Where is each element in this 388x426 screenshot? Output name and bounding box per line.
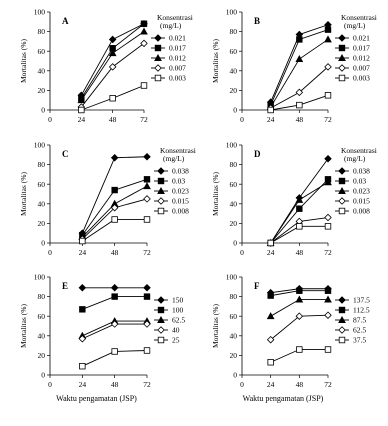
x-tick-label: 72 bbox=[140, 115, 148, 124]
legend-title: (mg/L) bbox=[160, 21, 182, 30]
data-point bbox=[112, 217, 118, 223]
data-point bbox=[297, 347, 303, 353]
legend-entry: 0.015 bbox=[353, 196, 370, 206]
x-tick-label: 72 bbox=[143, 380, 151, 389]
legend-marker bbox=[155, 75, 161, 81]
y-tick-label: 60 bbox=[229, 311, 237, 321]
data-point bbox=[144, 285, 150, 291]
data-point bbox=[325, 156, 331, 162]
data-point bbox=[79, 107, 85, 113]
data-point bbox=[297, 37, 303, 43]
legend-entry: 87.5 bbox=[353, 315, 367, 325]
legend-entry: 0.003 bbox=[353, 73, 370, 83]
legend-entry: 0.008 bbox=[172, 206, 189, 216]
x-tick-label: 48 bbox=[295, 248, 304, 257]
x-tick-label: 48 bbox=[110, 380, 119, 389]
data-point bbox=[144, 217, 150, 223]
legend-entry: 0.03 bbox=[172, 176, 186, 186]
legend-marker bbox=[155, 35, 161, 41]
y-tick-label: 100 bbox=[225, 7, 237, 17]
x-tick-label: 72 bbox=[324, 380, 332, 389]
data-point bbox=[109, 36, 115, 42]
x-axis-label: Waktu pengamatan (JSP) bbox=[242, 394, 324, 403]
data-point bbox=[112, 294, 118, 300]
legend-entry: 40 bbox=[172, 325, 180, 335]
y-tick-label: 60 bbox=[229, 46, 237, 56]
x-tick-label: 72 bbox=[143, 248, 151, 257]
data-point bbox=[325, 312, 331, 318]
data-point bbox=[111, 155, 117, 161]
y-tick-label: 80 bbox=[229, 160, 237, 170]
legend-marker bbox=[158, 198, 164, 204]
y-tick-label: 0 bbox=[233, 105, 237, 115]
y-tick-label: 100 bbox=[225, 272, 237, 282]
y-axis-label: Mortalitas (%) bbox=[19, 304, 28, 348]
x-tick-label: 72 bbox=[324, 248, 332, 257]
legend-marker bbox=[339, 198, 345, 204]
legend-entry: 0.017 bbox=[353, 43, 370, 53]
legend-entry: 100 bbox=[172, 305, 184, 315]
legend-entry: 0.012 bbox=[353, 53, 370, 63]
legend-entry: 0.008 bbox=[353, 206, 370, 216]
legend-entry: 0.023 bbox=[353, 186, 370, 196]
y-tick-label: 40 bbox=[229, 331, 237, 341]
panel-c bbox=[19, 141, 196, 257]
data-point bbox=[141, 28, 147, 34]
legend-entry: 37.5 bbox=[353, 335, 367, 345]
legend-entry: 0.038 bbox=[172, 166, 189, 176]
x-tick-label: 0 bbox=[240, 248, 244, 257]
legend-marker bbox=[155, 65, 161, 71]
y-tick-label: 0 bbox=[233, 238, 237, 248]
legend-entry: 150 bbox=[172, 295, 184, 305]
x-tick-label: 48 bbox=[110, 248, 119, 257]
panel-e bbox=[19, 273, 185, 403]
data-point bbox=[80, 363, 86, 369]
x-tick-label: 0 bbox=[48, 380, 52, 389]
legend-marker bbox=[339, 307, 345, 313]
y-tick-label: 100 bbox=[33, 7, 45, 17]
data-point bbox=[267, 313, 273, 319]
legend-marker bbox=[339, 178, 345, 184]
x-tick-label: 24 bbox=[78, 248, 87, 257]
y-tick-label: 0 bbox=[41, 370, 45, 380]
legend-marker bbox=[339, 208, 345, 214]
data-point bbox=[112, 187, 118, 193]
data-point bbox=[268, 240, 274, 246]
panel-d bbox=[211, 141, 377, 257]
y-tick-label: 80 bbox=[37, 292, 45, 302]
y-tick-label: 60 bbox=[229, 179, 237, 189]
data-point bbox=[297, 206, 303, 212]
x-tick-label: 0 bbox=[240, 380, 244, 389]
legend-entry: 62.5 bbox=[353, 325, 367, 335]
y-tick-label: 40 bbox=[229, 66, 237, 76]
y-axis-label: Mortalitas (%) bbox=[211, 39, 220, 83]
y-axis-label: Mortalitas (%) bbox=[19, 39, 28, 83]
legend-marker bbox=[339, 75, 345, 81]
y-tick-label: 0 bbox=[41, 238, 45, 248]
data-point bbox=[296, 56, 302, 62]
legend-entry: 0.012 bbox=[169, 53, 186, 63]
y-tick-label: 40 bbox=[37, 199, 45, 209]
y-tick-label: 80 bbox=[37, 27, 45, 37]
data-point bbox=[111, 285, 117, 291]
data-point bbox=[144, 348, 150, 354]
x-tick-label: 24 bbox=[266, 115, 275, 124]
y-tick-label: 40 bbox=[37, 331, 45, 341]
series-line bbox=[81, 24, 144, 96]
y-axis-label: Mortalitas (%) bbox=[211, 304, 220, 348]
y-tick-label: 20 bbox=[37, 351, 45, 360]
legend-marker bbox=[155, 45, 161, 51]
y-tick-label: 40 bbox=[37, 66, 45, 76]
data-point bbox=[80, 307, 86, 313]
legend-title: (mg/L) bbox=[344, 21, 366, 30]
series-line bbox=[271, 182, 328, 243]
y-axis-label: Mortalitas (%) bbox=[211, 172, 220, 216]
x-tick-label: 24 bbox=[266, 380, 275, 389]
legend-title: (mg/L) bbox=[163, 154, 185, 163]
panel-b bbox=[211, 8, 377, 124]
panel-letter: B bbox=[254, 16, 261, 26]
series-line bbox=[271, 67, 328, 108]
legend-marker bbox=[158, 337, 164, 343]
legend-entry: 0.015 bbox=[172, 196, 189, 206]
data-point bbox=[112, 349, 118, 355]
y-tick-label: 80 bbox=[229, 27, 237, 37]
legend-entry: 0.007 bbox=[353, 63, 370, 73]
legend-marker bbox=[339, 65, 345, 71]
y-tick-label: 20 bbox=[37, 219, 45, 228]
x-tick-label: 24 bbox=[77, 115, 86, 124]
legend-marker bbox=[339, 327, 345, 333]
data-point bbox=[110, 95, 116, 101]
legend-entry: 112.5 bbox=[353, 305, 370, 315]
x-tick-label: 48 bbox=[295, 380, 304, 389]
data-point bbox=[144, 196, 150, 202]
legend-entry: 0.007 bbox=[169, 63, 186, 73]
data-point bbox=[268, 293, 274, 299]
y-tick-label: 40 bbox=[229, 199, 237, 209]
legend-entry: 137.5 bbox=[353, 295, 370, 305]
legend-marker bbox=[158, 168, 164, 174]
x-tick-label: 0 bbox=[48, 115, 52, 124]
data-point bbox=[144, 294, 150, 300]
x-tick-label: 0 bbox=[48, 248, 52, 257]
data-point bbox=[141, 21, 147, 27]
legend-marker bbox=[158, 307, 164, 313]
panel-letter: C bbox=[62, 149, 69, 159]
legend-marker bbox=[339, 297, 345, 303]
y-tick-label: 0 bbox=[233, 370, 237, 380]
y-tick-label: 80 bbox=[229, 292, 237, 302]
x-tick-label: 48 bbox=[295, 115, 304, 124]
series-line bbox=[271, 39, 328, 107]
legend-entry: 62.5 bbox=[172, 315, 186, 325]
x-tick-label: 24 bbox=[266, 248, 275, 257]
data-point bbox=[268, 107, 274, 113]
data-point bbox=[144, 177, 150, 183]
legend-entry: 0.03 bbox=[353, 176, 367, 186]
data-point bbox=[80, 238, 86, 244]
y-tick-label: 100 bbox=[33, 272, 45, 282]
y-tick-label: 80 bbox=[37, 160, 45, 170]
x-tick-label: 48 bbox=[108, 115, 117, 124]
data-point bbox=[297, 288, 303, 294]
y-tick-label: 0 bbox=[41, 105, 45, 115]
y-tick-label: 60 bbox=[37, 46, 45, 56]
data-point bbox=[325, 36, 331, 42]
legend-marker bbox=[339, 337, 345, 343]
data-point bbox=[325, 347, 331, 353]
panel-letter: D bbox=[254, 149, 261, 159]
y-tick-label: 20 bbox=[229, 219, 237, 228]
panel-f bbox=[211, 273, 370, 403]
panel-letter: F bbox=[254, 281, 260, 291]
data-point bbox=[144, 154, 150, 160]
legend-marker bbox=[339, 35, 345, 41]
legend-title: Konsentrasi bbox=[160, 146, 196, 155]
legend-entry: 0.021 bbox=[169, 33, 186, 43]
legend-title: Konsentrasi bbox=[341, 146, 377, 155]
y-tick-label: 20 bbox=[37, 86, 45, 95]
data-point bbox=[297, 102, 303, 108]
legend-entry: 0.003 bbox=[169, 73, 186, 83]
y-tick-label: 60 bbox=[37, 311, 45, 321]
data-point bbox=[325, 93, 331, 99]
panel-letter: E bbox=[62, 281, 69, 291]
y-tick-label: 20 bbox=[229, 86, 237, 95]
data-point bbox=[144, 183, 150, 189]
legend-marker bbox=[158, 327, 164, 333]
legend-marker bbox=[339, 168, 345, 174]
legend-title: Konsentrasi bbox=[341, 13, 377, 22]
y-tick-label: 20 bbox=[229, 351, 237, 360]
x-tick-label: 0 bbox=[240, 115, 244, 124]
data-point bbox=[325, 224, 331, 230]
data-point bbox=[297, 224, 303, 230]
panel-letter: A bbox=[62, 16, 69, 26]
y-axis-label: Mortalitas (%) bbox=[19, 172, 28, 216]
x-tick-label: 72 bbox=[324, 115, 332, 124]
data-point bbox=[79, 285, 85, 291]
legend-marker bbox=[158, 297, 164, 303]
legend-entry: 0.038 bbox=[353, 166, 370, 176]
data-point bbox=[325, 214, 331, 220]
legend-entry: 0.021 bbox=[353, 33, 370, 43]
legend-marker bbox=[158, 178, 164, 184]
legend-entry: 0.023 bbox=[172, 186, 189, 196]
legend-marker bbox=[339, 45, 345, 51]
data-point bbox=[325, 288, 331, 294]
data-point bbox=[141, 83, 147, 89]
data-point bbox=[268, 359, 274, 365]
panel-a bbox=[19, 8, 193, 124]
legend-entry: 0.017 bbox=[169, 43, 186, 53]
y-tick-label: 100 bbox=[225, 140, 237, 150]
x-tick-label: 24 bbox=[78, 380, 87, 389]
x-axis-label: Waktu pengamatan (JSP) bbox=[56, 394, 137, 403]
series-line bbox=[81, 24, 144, 98]
y-tick-label: 100 bbox=[33, 140, 45, 150]
legend-marker bbox=[158, 208, 164, 214]
legend-entry: 25 bbox=[172, 335, 180, 345]
data-point bbox=[325, 27, 331, 33]
legend-title: Konsentrasi bbox=[157, 13, 193, 22]
legend-title: (mg/L) bbox=[344, 154, 366, 163]
y-tick-label: 60 bbox=[37, 179, 45, 189]
